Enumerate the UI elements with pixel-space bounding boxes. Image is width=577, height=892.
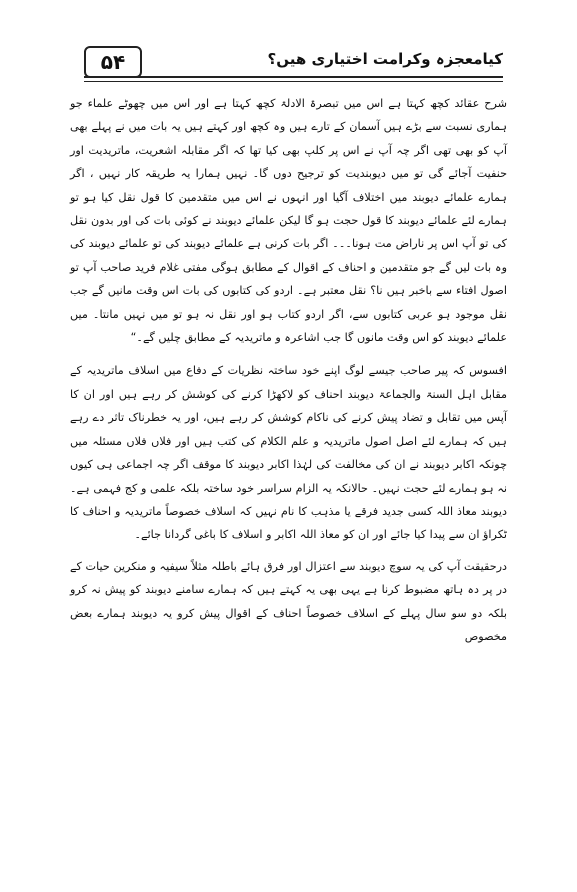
paragraph: درحقیقت آپ کی یہ سوچ دیوبند سے اعتزال اور فرق ہائے باطلہ مثلاً سیفیہ و منکرین حیات کے در پر دہ ہاتھ مضبوط کرنا ہے یہی بھی یہ کہتے ہیں کہ ہمارے سامنے دیوبند کو پیش نہ کرو بلکہ دو سو سال پہلے کے اسلاف خصوصاً احناف کے اقوال پیش کرو یہ دیوبند ہمارے بعض مخصوص (70, 559, 507, 643)
page-number-text: ۵۴ (100, 50, 126, 74)
page-body (70, 92, 507, 648)
page-number (84, 46, 142, 78)
page-header-title: کیامعجزہ وکرامت اختیاری ھیں؟ (267, 50, 503, 68)
header-rule (84, 76, 503, 78)
paragraph: افسوس کہ پیر صاحب جیسے لوگ اپنے خود ساختہ نظریات کے دفاع میں اسلاف ماتریدیہ کے مقابل اہل السنۃ والجماعۃ دیوبند احناف کو لاکھڑا کرنے کی کوشش کر رہے ہیں اور ان کا آپس میں تقابل و تضاد پیش کرنے کی ناکام کوشش کر رہے ہیں، اور یہ خطرناک تاثر دے رہے ہیں کہ ہمارے لئے اصل اصول ماتریدیہ و علم الکلام کی کتب ہیں اور فلاں فلاں مسئلہ میں چونکہ اکابر دیوبند نے ان کی مخالفت کی لہٰذا اکابر دیوبند کا موقف اگر چہ اجماعی ہی کیوں نہ ہو ہمارے لئے حجت نہیں۔ حالانکہ یہ الزام سراسر خود ساختہ بلکہ علمی و کج فہمی ہے۔ دیوبند معاذ اللہ کسی جدید فرقے یا مذہب کا نام نہیں کہ اسلاف خصوصاً ماتریدیہ و احناف کا ٹکراؤ ان سے پیدا کیا جائے اور ان کو معاذ اللہ اکابر و اسلاف کا باغی گردانا جائے۔ (70, 364, 507, 542)
header-rule-thin (84, 81, 503, 82)
quoted-passage: شرح عقائد کچھ کہتا ہے اس میں تبصرۃ الادلۃ کچھ کہتا ہے اور اس میں چھوٹے علماء جو ہماری نسبت سے بڑے ہیں آسمان کے تارے ہیں وہ کچھ اور کہتے ہیں یہ بات میں نے پہلے بھی آپ کو بھی تھی اگر چہ آپ نے اس پر کلپ بھی کیا تھا کہ اگر مقابلہ اشعریت، ماتریدیت اور حنفیت آجائے گی تو میں دیوبندیت کو ترجیح دوں گا۔ نہیں ہمارا یہ طریقہ کار نہیں ، اگر ہمارے علمائے دیوبند میں اختلاف آگیا اور انہوں نے اس میں متقدمین کا قول نقل کیا ہو تو ہمارے لئے علمائے دیوبند کا قول حجت ہو گا لیکن علمائے دیوبند نے کوئی بات کی اور بدون نقل کی تو آپ اس پر ناراض مت ہونا۔۔۔ اگر بات کرنی ہے علمائے دیوبند کی تو علمائے دیوبند کی وہ بات لیں گے جو متقدمین و احناف کے اقوال کے مطابق ہوگی مفتی غلام فرید صاحب آپ تو اصول افتاء سے باخبر ہیں نا؟ نقل معتبر ہے۔ اردو کی کتابوں کی بات اس وقت مانیں گے جب نقل موجود ہو عربی کتابوں سے، اگر اردو کتاب ہو اور نقل نہ ہو تو میں نہیں مانتا۔ میں علمائے دیوبند کو اس وقت مانوں گا جب اشاعرہ و ماتریدیہ کے مطابق چلیں گے۔“ (70, 97, 507, 345)
